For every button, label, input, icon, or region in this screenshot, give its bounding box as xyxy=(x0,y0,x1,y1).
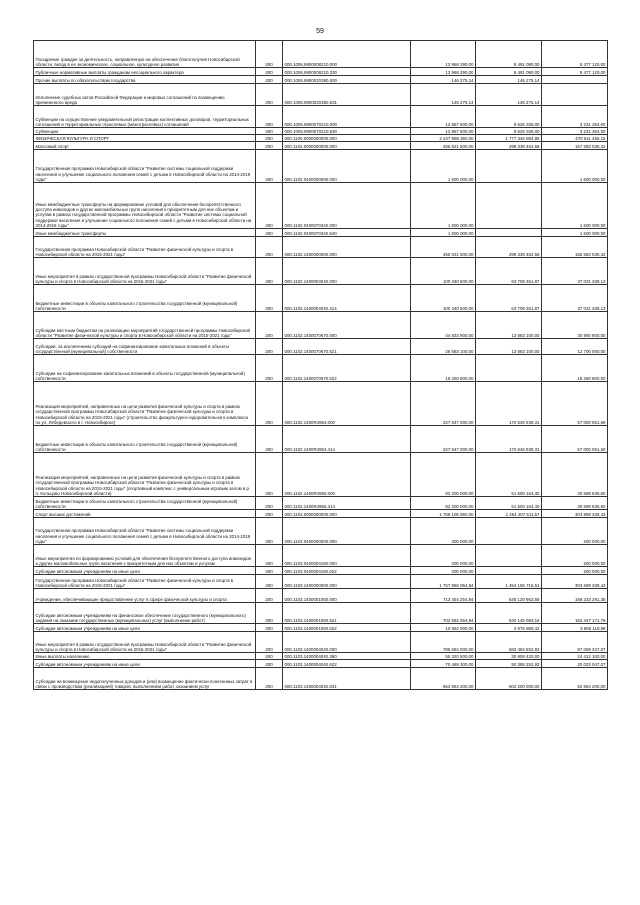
row-remaining-amount-cell: 1 600 000,00 xyxy=(542,183,608,229)
row-executed-amount-cell xyxy=(476,545,542,567)
row-remaining-amount-cell: 30 950 800,00 xyxy=(542,312,608,339)
row-name-cell: Государственная программа Новосибирской области "Развитие системы социальной поддержки населения и улучшение социального положения семей с детьми в Новосибирской области на 2014-2019 годы" xyxy=(34,518,256,545)
row-name-cell: Государственная программа Новосибирской области "Развитие физической культуры и спорта в Новосибирской области на 2015-2021 годы" xyxy=(34,237,256,258)
row-classification-code-cell: 000.1102.0400070340.000 xyxy=(283,183,411,229)
row-code-cell: 200 xyxy=(256,106,283,128)
row-approved-amount-cell: 1 600 000,00 xyxy=(411,183,476,229)
table-row xyxy=(34,312,608,339)
row-code-cell: 200 xyxy=(256,258,283,285)
row-executed-amount-cell: 9 626 336,00 xyxy=(476,106,542,128)
row-approved-amount-cell: 26 583 100,00 xyxy=(411,339,476,355)
row-classification-code-cell: 000.1103.0000000000.000 xyxy=(283,510,411,518)
row-code-cell: 200 xyxy=(256,285,283,312)
row-code-cell: 200 xyxy=(256,128,283,135)
row-executed-amount-cell: 8 491 090,00 xyxy=(476,41,542,68)
row-name-cell: Реализация мероприятий, направленных на цели развития физической культуры и спорта в рамках государственной программы Новосибирской области "Развитие физической культуры и спорта в Новосибирской области на 2015-2021 годы" (спортивный комплекс с универсальным игровым залом в р. п. Кольцово Новосибирской области) xyxy=(34,453,256,497)
row-approved-amount-cell: 1 600 000,00 xyxy=(411,229,476,237)
row-remaining-amount-cell: 5 477 120,00 xyxy=(542,41,608,68)
row-approved-amount-cell: 1 600 000,00 xyxy=(411,150,476,183)
row-classification-code-cell: 000.1103.1400001050.000 xyxy=(283,589,411,603)
row-remaining-amount-cell: 3 231 264,00 xyxy=(542,128,608,135)
table-row xyxy=(34,285,608,312)
row-code-cell: 200 xyxy=(256,668,283,690)
row-classification-code-cell: 000.1102.1400R4954.414 xyxy=(283,426,411,453)
row-remaining-amount-cell: 303 899 338,43 xyxy=(542,510,608,518)
row-code-cell: 200 xyxy=(256,229,283,237)
row-approved-amount-cell: 70 469 300,00 xyxy=(411,660,476,668)
table-row xyxy=(34,84,608,106)
page-number: 59 xyxy=(316,28,324,35)
row-remaining-amount-cell: 57 000 061,69 xyxy=(542,426,608,453)
row-classification-code-cell: 000.1103.0400000000.000 xyxy=(283,518,411,545)
row-approved-amount-cell: 1 757 856 054,84 xyxy=(411,575,476,589)
row-executed-amount-cell: 1 454 156 716,51 xyxy=(476,575,542,589)
row-executed-amount-cell: 1 777 346 894,85 xyxy=(476,135,542,142)
row-code-cell: 200 xyxy=(256,497,283,510)
row-name-cell: Учреждения, обеспечивающие предоставление услуг в сфере физической культуры и спорта xyxy=(34,589,256,603)
row-approved-amount-cell: 654 864 200,00 xyxy=(411,668,476,690)
table-row xyxy=(34,575,608,589)
row-approved-amount-cell: 227 647 000,00 xyxy=(411,382,476,426)
row-executed-amount-cell: 9 626 336,00 xyxy=(476,128,542,135)
row-approved-amount-cell: 2 247 958 350,00 xyxy=(411,135,476,142)
table-row xyxy=(34,128,608,135)
row-name-cell: Спорт высших достижений xyxy=(34,510,256,518)
table-row xyxy=(34,589,608,603)
table-row xyxy=(34,106,608,128)
row-executed-amount-cell xyxy=(476,567,542,575)
table-row xyxy=(34,497,608,510)
row-executed-amount-cell xyxy=(476,355,542,382)
row-executed-amount-cell: 51 500 164,40 xyxy=(476,453,542,497)
row-executed-amount-cell: 170 646 938,31 xyxy=(476,426,542,453)
row-remaining-amount-cell: 97 069 347,07 xyxy=(542,632,608,653)
row-executed-amount-cell: 50 385 252,93 xyxy=(476,660,542,668)
row-approved-amount-cell: 18 250 800,00 xyxy=(411,355,476,382)
table-row xyxy=(34,150,608,183)
row-approved-amount-cell: 713 454 254,94 xyxy=(411,589,476,603)
row-remaining-amount-cell: 30 699 835,60 xyxy=(542,453,608,497)
row-classification-code-cell: 000.1103.1400004040.831 xyxy=(283,668,411,690)
row-name-cell: Иные мероприятия в рамках государственной программы Новосибирской области "Развитие физической культуры и спорта в Новосибирской области на 2015-2021 годы" xyxy=(34,258,256,285)
row-classification-code-cell: 000.1006.9900070210.000 xyxy=(283,106,411,128)
row-name-cell: Субсидии на софинансирование капитальных вложений в объекты государственной (муниципальной) собственности xyxy=(34,355,256,382)
row-remaining-amount-cell: 303 699 338,43 xyxy=(542,575,608,589)
table-row xyxy=(34,660,608,668)
row-executed-amount-cell: 146 275,14 xyxy=(476,76,542,84)
row-remaining-amount-cell: 200 000,00 xyxy=(542,545,608,567)
row-classification-code-cell: 000.1103.0400004150.000 xyxy=(283,545,411,567)
row-code-cell: 200 xyxy=(256,84,283,106)
row-name-cell: Государственная программа Новосибирской области "Развитие системы социальной поддержки населения и улучшение социального положения семей с детьми в Новосибирской области на 2014-2019 годы" xyxy=(34,150,256,183)
row-approved-amount-cell: 13 968 290,00 xyxy=(411,68,476,76)
row-approved-amount-cell: 82 200 000,00 xyxy=(411,497,476,510)
row-code-cell: 200 xyxy=(256,632,283,653)
row-name-cell: Иные выплаты населению xyxy=(34,653,256,660)
row-name-cell: Иные мероприятия в рамках государственной программы Новосибирской области "Развитие физической культуры и спорта в Новосибирской области на 2015-2021 годы" xyxy=(34,632,256,653)
table-row xyxy=(34,237,608,258)
row-approved-amount-cell: 146 275,14 xyxy=(411,84,476,106)
row-executed-amount-cell: 540 145 083,16 xyxy=(476,603,542,624)
row-name-cell: Бюджетные инвестиции в объекты капитального строительства государственной (муниципальной) собственности xyxy=(34,497,256,510)
row-approved-amount-cell: 702 592 254,94 xyxy=(411,603,476,624)
row-remaining-amount-cell: 200 000,00 xyxy=(542,518,608,545)
row-code-cell: 200 xyxy=(256,237,283,258)
row-name-cell: Бюджетные инвестиции в объекты капитального строительства государственной (муниципальной) собственности xyxy=(34,426,256,453)
row-executed-amount-cell: 1 454 207 511,57 xyxy=(476,510,542,518)
row-code-cell: 200 xyxy=(256,426,283,453)
row-remaining-amount-cell: 470 611 455,15 xyxy=(542,135,608,142)
row-code-cell: 200 xyxy=(256,510,283,518)
row-classification-code-cell: 000.1006.9900008210.330 xyxy=(283,68,411,76)
row-executed-amount-cell: 8 491 090,00 xyxy=(476,68,542,76)
row-remaining-amount-cell: 52 664 200,00 xyxy=(542,668,608,690)
row-name-cell: Субвенции xyxy=(34,128,256,135)
row-executed-amount-cell: 602 200 000,00 xyxy=(476,668,542,690)
table-row xyxy=(34,355,608,382)
row-remaining-amount-cell: 12 700 000,00 xyxy=(542,339,608,355)
row-name-cell: Иные мероприятия по формированию условий для обеспечения беспрепятственного доступа инвалидов и других маломобильных групп населения к приоритетным для них объектам и услугам xyxy=(34,545,256,567)
row-classification-code-cell: 000.1103.1400004040.360 xyxy=(283,653,411,660)
row-code-cell: 200 xyxy=(256,589,283,603)
row-approved-amount-cell: 146 275,14 xyxy=(411,76,476,84)
row-code-cell: 200 xyxy=(256,142,283,150)
row-approved-amount-cell: 100 340 600,00 xyxy=(411,258,476,285)
row-remaining-amount-cell xyxy=(542,84,608,106)
table-row xyxy=(34,68,608,76)
row-executed-amount-cell: 545 120 963,58 xyxy=(476,589,542,603)
row-executed-amount-cell xyxy=(476,150,542,183)
row-name-cell: Государственная программа Новосибирской области "Развитие физической культуры и спорта в Новосибирской области на 2015-2021 годы" xyxy=(34,575,256,589)
row-approved-amount-cell: 55 320 500,00 xyxy=(411,653,476,660)
row-classification-code-cell: 000.1102.1400070670.522 xyxy=(283,355,411,382)
row-classification-code-cell: 000.1100.0000000000.000 xyxy=(283,135,411,142)
row-code-cell: 200 xyxy=(256,339,283,355)
row-approved-amount-cell: 785 694 000,00 xyxy=(411,632,476,653)
row-name-cell: Исполнение судебных актов Российской Федерации и мировых соглашений по возмещению причиненного вреда xyxy=(34,84,256,106)
row-name-cell: Субвенции на осуществление уведомительной регистрации коллективных договоров, территориальных соглашений и территориальных отраслевых (межотраслевых) соглашений xyxy=(34,106,256,128)
row-executed-amount-cell: 13 883 100,00 xyxy=(476,339,542,355)
row-classification-code-cell: 000.1102.0000000000.000 xyxy=(283,142,411,150)
row-name-cell: Поощрение граждан за деятельность, направленную на обеспечение благополучия Новосибирской области, вклад в ее экономическое, социальное, культурное развитие xyxy=(34,41,256,68)
table-row xyxy=(34,518,608,545)
table-row xyxy=(34,229,608,237)
budget-table-body xyxy=(34,41,608,690)
row-code-cell: 200 xyxy=(256,603,283,624)
row-name-cell: Иные межбюджетные трансферты xyxy=(34,229,256,237)
row-approved-amount-cell: 82 200 000,00 xyxy=(411,453,476,497)
table-row xyxy=(34,142,608,150)
row-executed-amount-cell: 13 883 100,00 xyxy=(476,312,542,339)
row-remaining-amount-cell: 1 600 000,00 xyxy=(542,150,608,183)
row-remaining-amount-cell: 168 333 291,36 xyxy=(542,589,608,603)
row-classification-code-cell: 000.1103.0400004150.622 xyxy=(283,567,411,575)
row-remaining-amount-cell: 155 682 035,42 xyxy=(542,237,608,258)
row-approved-amount-cell: 227 647 000,00 xyxy=(411,426,476,453)
budget-table xyxy=(33,40,608,690)
row-remaining-amount-cell: 157 282 035,42 xyxy=(542,142,608,150)
row-remaining-amount-cell: 37 031 338,13 xyxy=(542,285,608,312)
table-row xyxy=(34,453,608,497)
table-row xyxy=(34,624,608,632)
row-executed-amount-cell: 683 484 652,93 xyxy=(476,632,542,653)
row-classification-code-cell: 000.1103.1400001050.622 xyxy=(283,624,411,632)
row-remaining-amount-cell: 5 886 119,58 xyxy=(542,624,608,632)
row-executed-amount-cell: 30 908 420,00 xyxy=(476,653,542,660)
row-remaining-amount-cell: 57 000 061,69 xyxy=(542,382,608,426)
row-approved-amount-cell: 12 857 600,00 xyxy=(411,106,476,128)
row-remaining-amount-cell: 200 000,00 xyxy=(542,567,608,575)
table-row xyxy=(34,76,608,84)
row-classification-code-cell: 000.1102.1400004040.414 xyxy=(283,285,411,312)
row-name-cell: Субсидии автономным учреждениям на иные цели xyxy=(34,660,256,668)
row-code-cell: 200 xyxy=(256,135,283,142)
table-row xyxy=(34,632,608,653)
row-remaining-amount-cell: 20 023 047,07 xyxy=(542,660,608,668)
table-row xyxy=(34,545,608,567)
row-name-cell: ФИЗИЧЕСКАЯ КУЛЬТУРА И СПОРТ xyxy=(34,135,256,142)
row-code-cell: 200 xyxy=(256,567,283,575)
row-code-cell: 200 xyxy=(256,653,283,660)
row-classification-code-cell: 000.1006.9900008210.000 xyxy=(283,41,411,68)
row-classification-code-cell: 000.1103.1400001050.621 xyxy=(283,603,411,624)
row-remaining-amount-cell xyxy=(542,76,608,84)
row-classification-code-cell: 000.1103.1400004040.000 xyxy=(283,632,411,653)
row-code-cell: 200 xyxy=(256,150,283,183)
row-classification-code-cell: 000.1103.1400000000.000 xyxy=(283,575,411,589)
table-row xyxy=(34,183,608,229)
row-name-cell: Бюджетные инвестиции в объекты капитального строительства государственной (муниципальной) собственности xyxy=(34,285,256,312)
row-code-cell: 200 xyxy=(256,183,283,229)
row-classification-code-cell: 000.1102.0400070340.540 xyxy=(283,229,411,237)
row-classification-code-cell: 000.1102.1400R4954.000 xyxy=(283,382,411,426)
row-approved-amount-cell: 12 857 600,00 xyxy=(411,128,476,135)
row-code-cell: 200 xyxy=(256,575,283,589)
row-classification-code-cell: 000.1102.1400070670.000 xyxy=(283,312,411,339)
row-approved-amount-cell: 100 340 600,00 xyxy=(411,285,476,312)
row-executed-amount-cell: 63 709 261,87 xyxy=(476,285,542,312)
row-code-cell: 200 xyxy=(256,518,283,545)
row-executed-amount-cell xyxy=(476,518,542,545)
table-row xyxy=(34,135,608,142)
row-classification-code-cell: 000.1102.1400R4955.414 xyxy=(283,497,411,510)
row-executed-amount-cell: 51 500 164,40 xyxy=(476,497,542,510)
table-row xyxy=(34,668,608,690)
row-code-cell: 200 xyxy=(256,453,283,497)
row-classification-code-cell: 000.1102.1400004040.000 xyxy=(283,258,411,285)
row-remaining-amount-cell: 18 250 800,00 xyxy=(542,355,608,382)
row-code-cell: 200 xyxy=(256,76,283,84)
row-code-cell: 200 xyxy=(256,312,283,339)
row-classification-code-cell: 000.1102.1400R4955.000 xyxy=(283,453,411,497)
row-name-cell: Прочие выплаты по обязательствам государства xyxy=(34,76,256,84)
row-code-cell: 200 xyxy=(256,624,283,632)
row-code-cell: 200 xyxy=(256,545,283,567)
row-approved-amount-cell: 10 862 000,00 xyxy=(411,624,476,632)
row-name-cell: Реализация мероприятий, направленных на цели развития физической культуры и спорта в рамках государственной программы Новосибирской области "Развитие физической культуры и спорта в Новосибирской области на 2015-2021 годы" (строительство физкультурно-оздоровительного комплекса по ул. Лебедевского в г. Новосибирске) xyxy=(34,382,256,426)
row-classification-code-cell: 000.1103.1400004040.622 xyxy=(283,660,411,668)
table-row xyxy=(34,426,608,453)
table-row xyxy=(34,603,608,624)
row-approved-amount-cell: 455 021 500,00 xyxy=(411,237,476,258)
table-row xyxy=(34,339,608,355)
row-remaining-amount-cell: 3 231 264,00 xyxy=(542,106,608,128)
row-remaining-amount-cell: 24 412 100,00 xyxy=(542,653,608,660)
row-executed-amount-cell xyxy=(476,229,542,237)
row-code-cell: 200 xyxy=(256,68,283,76)
row-name-cell: Субсидии автономным учреждениям на иные цели xyxy=(34,624,256,632)
row-remaining-amount-cell: 1 600 000,00 xyxy=(542,229,608,237)
row-name-cell: Субсидии, за исключением субсидий на софинансирование капитальных вложений в объекты государственной (муниципальной) собственности xyxy=(34,339,256,355)
row-approved-amount-cell: 44 833 900,00 xyxy=(411,312,476,339)
row-executed-amount-cell xyxy=(476,183,542,229)
row-classification-code-cell: 000.1006.9900020380.831 xyxy=(283,84,411,106)
row-approved-amount-cell: 200 000,00 xyxy=(411,567,476,575)
row-classification-code-cell: 000.1102.0400000000.000 xyxy=(283,150,411,183)
row-remaining-amount-cell: 162 447 171,78 xyxy=(542,603,608,624)
row-executed-amount-cell: 170 646 938,31 xyxy=(476,382,542,426)
table-row xyxy=(34,510,608,518)
table-row xyxy=(34,41,608,68)
row-name-cell: Иные межбюджетные трансферты на формирование условий для обеспечения беспрепятственного доступа инвалидов и других маломобильных групп населения к приоритетным для них объектам и услугам в рамках государственной программы Новосибирской области "Развитие системы социальной поддержки населения и улучшение социального положения семей с детьми в Новосибирской области на 2014-2019 годы" xyxy=(34,183,256,229)
row-name-cell: Субсидии местным бюджетам на реализацию мероприятий государственной программы Новосибирской области "Развитие физической культуры и спорта в Новосибирской области на 2015-2021 годы" xyxy=(34,312,256,339)
row-executed-amount-cell: 299 339 464,58 xyxy=(476,237,542,258)
row-code-cell: 200 xyxy=(256,355,283,382)
row-code-cell: 200 xyxy=(256,41,283,68)
row-classification-code-cell: 000.1102.1400070670.521 xyxy=(283,339,411,355)
table-row xyxy=(34,567,608,575)
row-classification-code-cell: 000.1006.9900020380.000 xyxy=(283,76,411,84)
table-row xyxy=(34,382,608,426)
row-name-cell: Массовый спорт xyxy=(34,142,256,150)
row-executed-amount-cell: 4 975 880,42 xyxy=(476,624,542,632)
row-classification-code-cell: 000.1006.9900070210.530 xyxy=(283,128,411,135)
row-approved-amount-cell: 13 968 290,00 xyxy=(411,41,476,68)
row-name-cell: Субсидии на возмещение недополученных доходов и (или) возмещение фактически понесенных затрат в связи с производством (реализацией) товаров, выполнением работ, оказанием услуг xyxy=(34,668,256,690)
row-name-cell: Субсидии автономным учреждениям на финансовое обеспечение государственного (муниципального) задания на оказание государственных (муниципальных) услуг (выполнение работ) xyxy=(34,603,256,624)
row-name-cell: Публичные нормативные выплаты гражданам несоциального характера xyxy=(34,68,256,76)
table-row xyxy=(34,258,608,285)
row-classification-code-cell: 000.1102.1400000000.000 xyxy=(283,237,411,258)
row-remaining-amount-cell: 37 031 338,13 xyxy=(542,258,608,285)
row-approved-amount-cell: 200 000,00 xyxy=(411,545,476,567)
row-name-cell: Субсидии автономным учреждениям на иные цели xyxy=(34,567,256,575)
row-remaining-amount-cell: 30 699 835,60 xyxy=(542,497,608,510)
row-approved-amount-cell: 456 621 500,00 xyxy=(411,142,476,150)
table-row xyxy=(34,653,608,660)
row-code-cell: 200 xyxy=(256,660,283,668)
row-approved-amount-cell: 200 000,00 xyxy=(411,518,476,545)
row-approved-amount-cell: 1 758 106 850,00 xyxy=(411,510,476,518)
row-executed-amount-cell: 63 709 261,87 xyxy=(476,258,542,285)
row-code-cell: 200 xyxy=(256,382,283,426)
row-remaining-amount-cell: 5 477 120,00 xyxy=(542,68,608,76)
row-executed-amount-cell: 299 339 464,58 xyxy=(476,142,542,150)
row-executed-amount-cell: 146 275,14 xyxy=(476,84,542,106)
